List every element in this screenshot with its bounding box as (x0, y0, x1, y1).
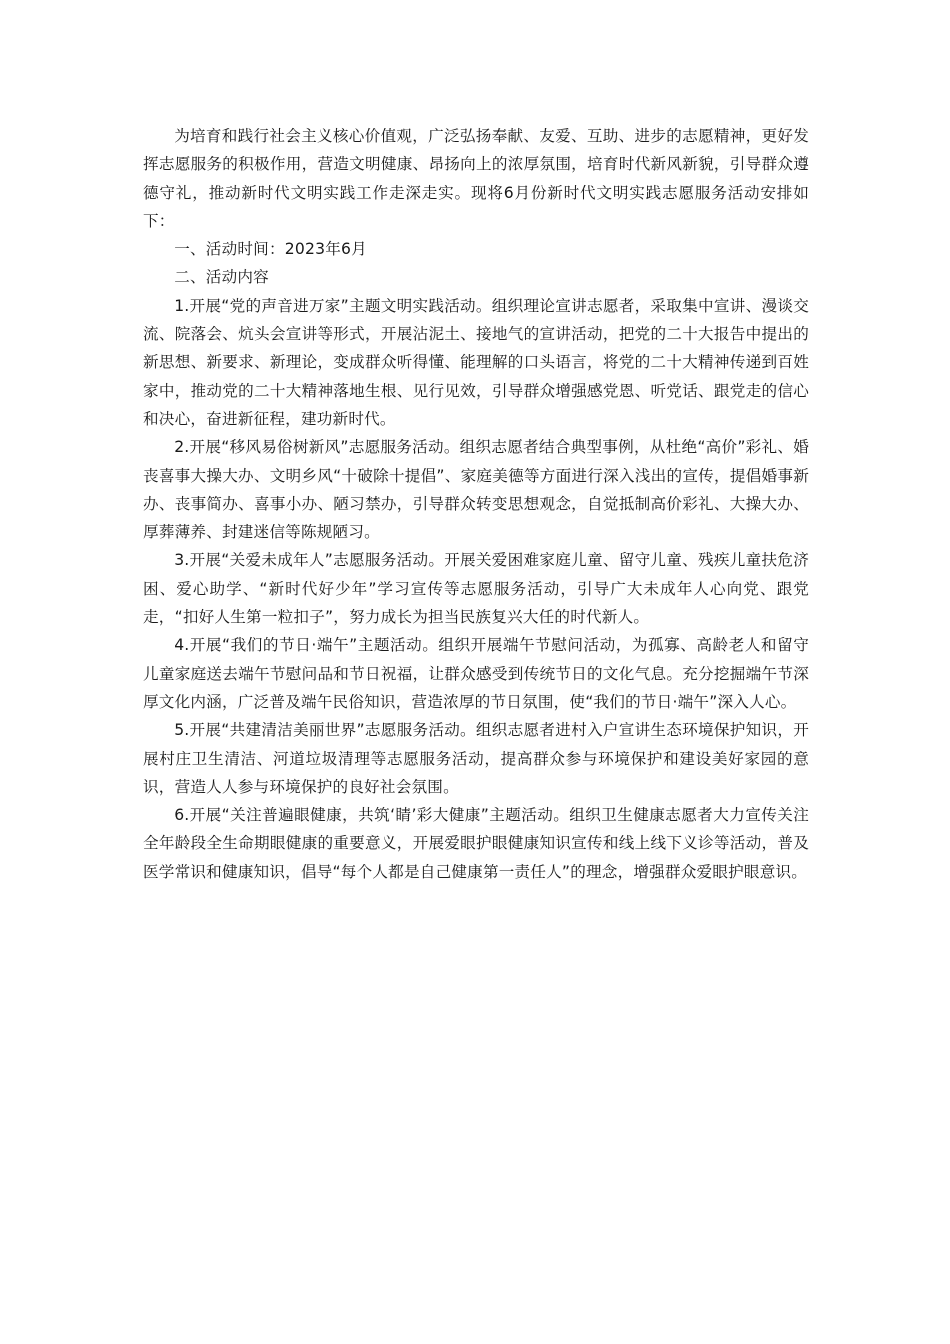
activity-item-1: 1.开展“党的声音进万家”主题文明实践活动。组织理论宣讲志愿者，采取集中宣讲、漫谈交流、院落会、炕头会宣讲等形式，开展沾泥土、接地气的宣讲活动，把党的二十大报告中提出的新思想、新要求、新理论，变成群众听得懂、能理解的口头语言，将党的二十大精神传递到百姓家中，推动党的二十大精神落地生根、见行见效，引导群众增强感党恩、听党话、跟党走的信心和决心，奋进新征程，建功新时代。 (143, 296, 809, 428)
section-time-heading: 一、活动时间：2023年6月 (174, 240, 367, 259)
activity-item-6: 6.开展“关注普遍眼健康，共筑‘睛’彩大健康”主题活动。组织卫生健康志愿者大力宣传关注全年龄段全生命期眼健康的重要意义，开展爱眼护眼健康知识宣传和线上线下义诊等活动，普及医学常识和健康知识，倡导“每个人都是自己健康第一责任人”的理念，增强群众爱眼护眼意识。 (143, 806, 809, 881)
activity-item-2: 2.开展“移风易俗树新风”志愿服务活动。组织志愿者结合典型事例，从杜绝“高价”彩礼、婚丧喜事大操大办、文明乡风“十破除十提倡”、家庭美德等方面进行深入浅出的宣传，提倡婚事新办、丧事简办、喜事小办、陋习禁办，引导群众转变思想观念，自觉抵制高价彩礼、大操大办、厚葬薄养、封建迷信等陈规陋习。 (143, 438, 809, 542)
activity-item-3: 3.开展“关爱未成年人”志愿服务活动。开展关爱困难家庭儿童、留守儿童、残疾儿童扶危济困、爱心助学、“新时代好少年”学习宣传等志愿服务活动，引导广大未成年人心向党、跟党走，“扣好人生第一粒扣子”，努力成长为担当民族复兴大任的时代新人。 (143, 551, 809, 627)
section-content-heading: 二、活动内容 (174, 268, 269, 287)
document-body (143, 122, 809, 886)
intro-paragraph: 为培育和践行社会主义核心价值观，广泛弘扬奉献、友爱、互助、进步的志愿精神，更好发挥志愿服务的积极作用，营造文明健康、昂扬向上的浓厚氛围，培育时代新风新貌，引导群众遵德守礼，推动新时代文明实践工作走深走实。现将6月份新时代文明实践志愿服务活动安排如下： (143, 127, 809, 230)
activity-item-4: 4.开展“我们的节日·端午”主题活动。组织开展端午节慰问活动，为孤寡、高龄老人和留守儿童家庭送去端午节慰问品和节日祝福，让群众感受到传统节日的文化气息。充分挖掘端午节深厚文化内涵，广泛普及端午民俗知识，营造浓厚的节日氛围，使“我们的节日·端午”深入人心。 (143, 636, 809, 711)
activity-item-5: 5.开展“共建清洁美丽世界”志愿服务活动。组织志愿者进村入户宣讲生态环境保护知识，开展村庄卫生清洁、河道垃圾清理等志愿服务活动，提高群众参与环境保护和建设美好家园的意识，营造人人参与环境保护的良好社会氛围。 (143, 721, 809, 796)
